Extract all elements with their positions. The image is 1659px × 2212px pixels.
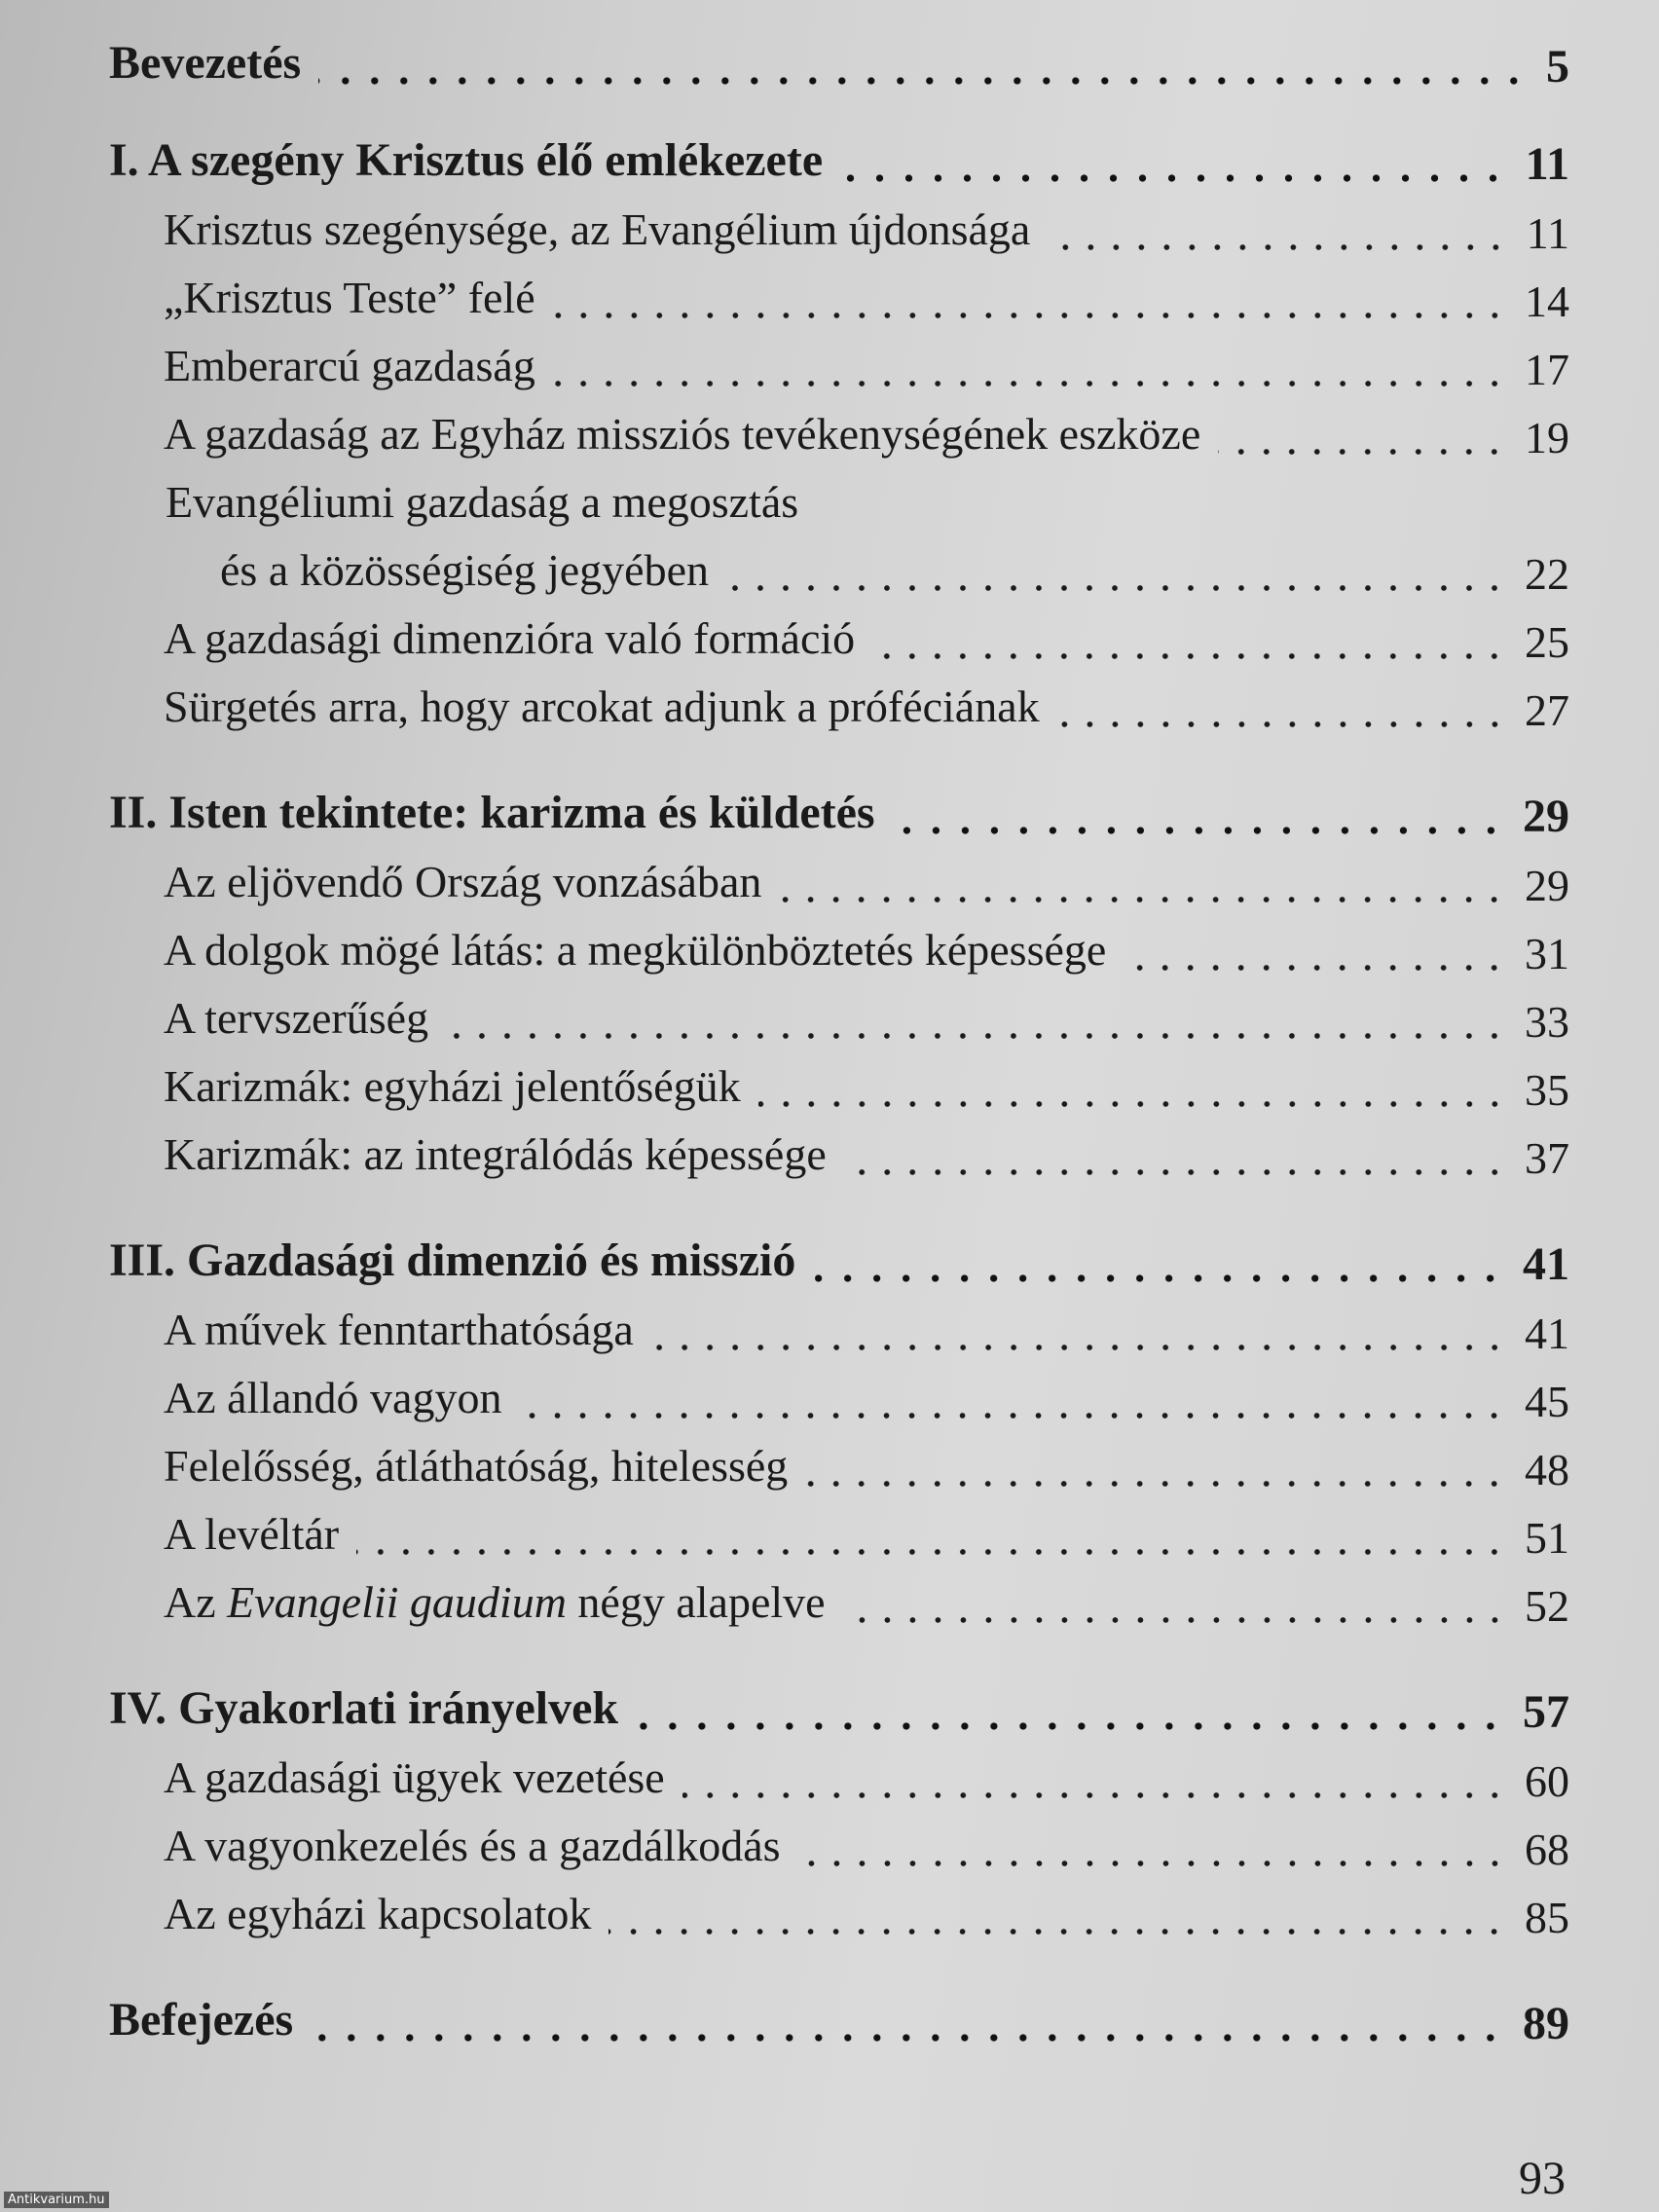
toc-entry-title: A művek fenntarthatósága [164, 1305, 634, 1354]
dot-leader [872, 650, 1507, 662]
toc-entry-page: 17 [1525, 345, 1569, 394]
toc-entry-page: 52 [1525, 1581, 1569, 1631]
toc-entry [109, 983, 1569, 1051]
dot-leader [1218, 446, 1507, 458]
toc-entry [109, 1295, 1569, 1363]
toc-entry-title: A dolgok mögé látás: a megkülönböztetés képessége [164, 925, 1107, 975]
dot-leader [893, 824, 1505, 837]
toc-entry-title-line1: Evangéliumi gazdaság a megosztás [166, 477, 799, 527]
toc-entry-page: 11 [1525, 138, 1569, 190]
toc-entry [109, 263, 1569, 331]
page-number: 93 [1519, 2153, 1566, 2204]
toc-entry [109, 1811, 1569, 1879]
toc-entry-title: Sürgetés arra, hogy arcokat adjunk a próféciának [164, 682, 1040, 731]
toc-chapter [109, 29, 1569, 97]
toc-entry-title: és a közösségiség jegyében [220, 545, 710, 595]
dot-leader [356, 1546, 1507, 1558]
toc-entry-title: Felelősség, átláthatóság, hitelesség [164, 1441, 789, 1491]
toc-entry-page: 85 [1525, 1893, 1569, 1942]
toc-entry-title: Befejezés [109, 1994, 294, 2046]
toc-entry [109, 1120, 1569, 1188]
watermark: Antikvarium.hu [4, 2192, 109, 2208]
toc-entry-title: A gazdaság az Egyház missziós tevékenységének eszköze [164, 409, 1201, 459]
dot-leader [651, 1342, 1507, 1353]
toc-entry [109, 1499, 1569, 1567]
toc-entry-title-italic: Evangelii gaudium [227, 1577, 567, 1627]
dot-leader [813, 1272, 1505, 1285]
toc-entry-page: 19 [1525, 413, 1569, 462]
toc-entry-page: 11 [1526, 208, 1569, 258]
toc-chapter [109, 779, 1569, 847]
toc-entry-title: „Krisztus Teste” felé [164, 273, 535, 322]
toc-entry-page: 33 [1525, 997, 1569, 1047]
toc-entry-page: 25 [1525, 617, 1569, 667]
toc-entry-page: 41 [1523, 1238, 1569, 1290]
toc-entry-page: 5 [1546, 41, 1569, 92]
toc-chapter [109, 127, 1569, 195]
dot-leader [843, 1614, 1507, 1626]
toc-entry-title-suffix: négy alapelve [566, 1577, 826, 1627]
toc-entry [109, 1431, 1569, 1499]
toc-entry-title: A tervszerűség [164, 993, 429, 1043]
toc-entry-title: A levéltár [164, 1509, 340, 1559]
toc-entry-title-prefix: Az [164, 1577, 228, 1627]
toc-entry-title: Karizmák: egyházi jelentőségük [164, 1061, 741, 1111]
dot-leader [844, 1166, 1507, 1178]
toc-entry [109, 1051, 1569, 1120]
toc-entry [109, 477, 1569, 604]
dot-leader [805, 1478, 1507, 1490]
toc-entry-title: Az egyházi kapcsolatok [164, 1889, 592, 1938]
dot-leader [553, 378, 1507, 389]
toc-entry-page: 45 [1525, 1377, 1569, 1426]
toc-entry-page: 35 [1525, 1065, 1569, 1115]
toc-chapter [109, 1675, 1569, 1743]
toc-entry [109, 331, 1569, 399]
toc-entry-title: A vagyonkezelés és a gazdálkodás [164, 1821, 781, 1870]
toc-entry-title [164, 1576, 826, 1628]
toc-chapter [109, 1986, 1569, 2054]
dot-leader [636, 1719, 1505, 1733]
dot-leader [608, 1926, 1507, 1937]
dot-leader [311, 2031, 1505, 2045]
dot-leader [519, 1410, 1507, 1421]
toc-entry [109, 847, 1569, 915]
toc-entry [109, 604, 1569, 672]
toc-entry-page: 31 [1525, 929, 1569, 978]
dot-leader [553, 310, 1507, 321]
dot-leader [1048, 241, 1508, 253]
toc-entry [109, 1567, 1569, 1636]
toc-entry [109, 195, 1569, 263]
toc-entry [109, 1879, 1569, 1947]
dot-leader [726, 582, 1507, 594]
toc-entry [109, 672, 1569, 740]
toc-entry-page: 68 [1525, 1825, 1569, 1874]
toc-entry-page: 27 [1525, 685, 1569, 735]
toc-entry-title: A gazdasági ügyek vezetése [164, 1752, 665, 1802]
dot-leader [318, 74, 1529, 88]
toc-entry-page: 89 [1523, 1998, 1569, 2049]
toc-entry-page: 22 [1525, 549, 1569, 599]
dot-leader [840, 171, 1508, 185]
toc-entry-title: II. Isten tekintete: karizma és küldetés [109, 787, 875, 838]
dot-leader [682, 1789, 1507, 1801]
toc-entry-title: Emberarcú gazdaság [164, 341, 535, 390]
toc-entry-page: 41 [1525, 1309, 1569, 1358]
toc-entry-page: 29 [1525, 861, 1569, 910]
toc-entry [109, 399, 1569, 467]
toc-entry-page: 14 [1525, 276, 1569, 326]
dot-leader [798, 1858, 1507, 1869]
toc-entry [109, 915, 1569, 983]
toc-entry-page: 48 [1525, 1445, 1569, 1494]
dot-leader [779, 894, 1507, 905]
toc-entry-title: Az állandó vagyon [164, 1373, 502, 1422]
toc-entry-page: 29 [1523, 791, 1569, 842]
toc-entry-page: 37 [1525, 1133, 1569, 1183]
dot-leader [1124, 962, 1507, 974]
toc-entry-page: 51 [1525, 1513, 1569, 1563]
toc-entry-title: Az eljövendő Ország vonzásában [164, 857, 762, 906]
toc-entry [109, 1743, 1569, 1811]
toc-entry-title: Bevezetés [109, 37, 302, 89]
dot-leader [446, 1030, 1507, 1042]
toc-entry [109, 1363, 1569, 1431]
toc-entry-title: Karizmák: az integrálódás képessége [164, 1129, 827, 1179]
toc-entry-page: 60 [1525, 1756, 1569, 1806]
dot-leader [1057, 719, 1507, 730]
toc-entry-page: 57 [1523, 1686, 1569, 1738]
toc-entry-title: IV. Gyakorlati irányelvek [109, 1682, 619, 1734]
toc-entry-title: Krisztus szegénysége, az Evangélium újdonsága [164, 204, 1031, 254]
toc-entry-title: I. A szegény Krisztus élő emlékezete [109, 134, 824, 186]
toc-entry-title: A gazdasági dimenzióra való formáció [164, 613, 856, 663]
toc-entry-title: III. Gazdasági dimenzió és misszió [109, 1235, 796, 1286]
toc-chapter [109, 1227, 1569, 1295]
dot-leader [758, 1098, 1507, 1110]
